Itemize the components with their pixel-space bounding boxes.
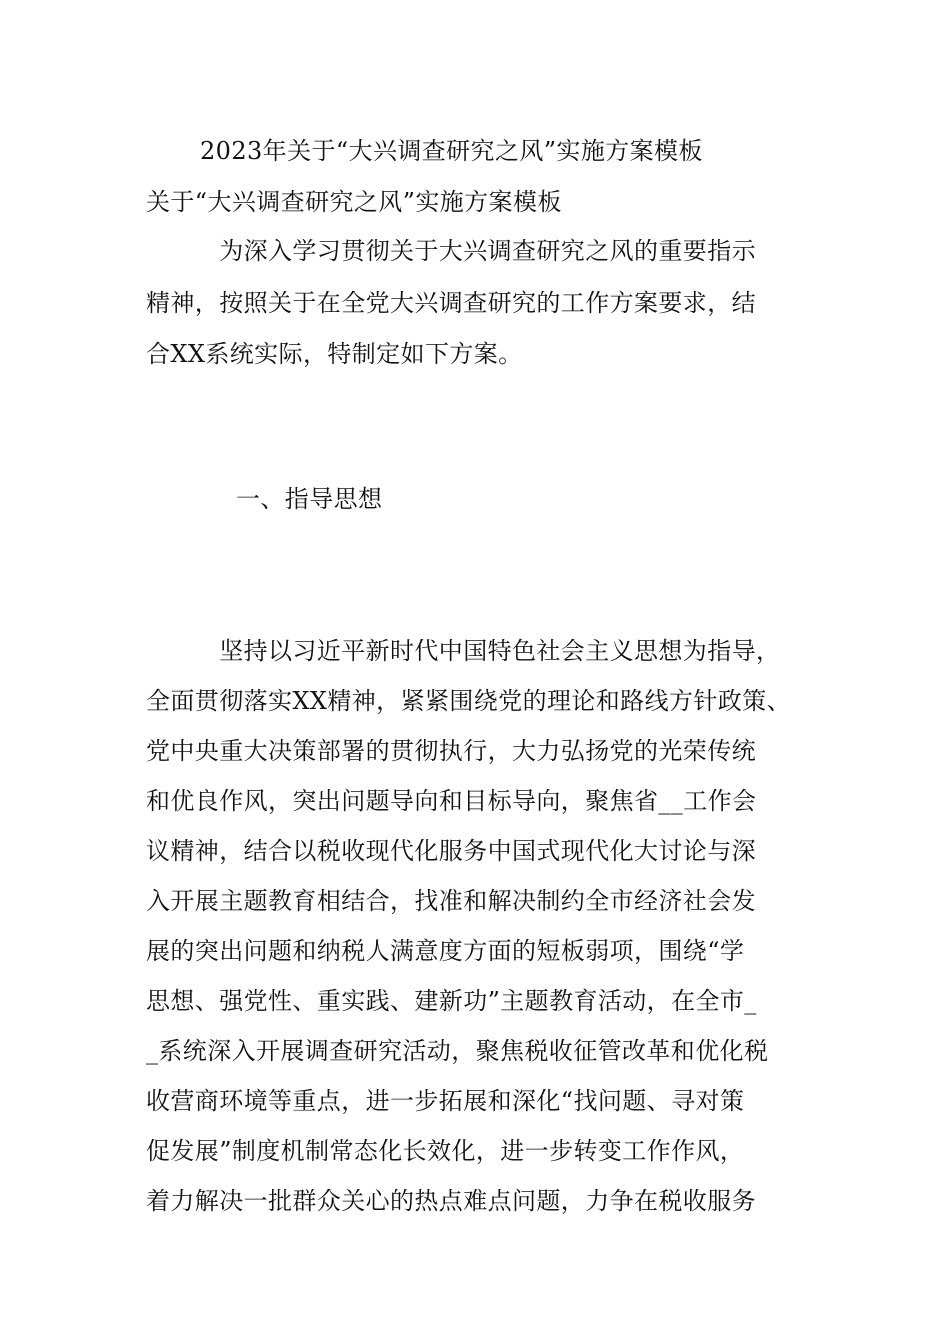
section-paragraph-line: 收营商环境等重点，进一步拓展和深化“找问题、寻对策: [146, 1087, 745, 1115]
document-title: 2023年关于“大兴调查研究之风”实施方案模板: [200, 137, 703, 165]
intro-paragraph-line: 合XX系统实际，特制定如下方案。: [146, 340, 523, 368]
section-paragraph-line: 促发展”制度机制常态化长效化，进一步转变工作作风，: [146, 1137, 745, 1165]
section-paragraph-line: 议精神，结合以税收现代化服务中国式现代化大讨论与深: [146, 837, 756, 865]
section-paragraph-line: 着力解决一批群众关心的热点难点问题，力争在税收服务: [146, 1187, 756, 1215]
section-heading-guiding-ideology: 一、指导思想: [236, 485, 383, 513]
document-subtitle: 关于“大兴调查研究之风”实施方案模板: [146, 188, 562, 216]
section-paragraph-line: _系统深入开展调查研究活动，聚焦税收征管改革和优化税: [146, 1037, 769, 1065]
section-paragraph-line: 坚持以习近平新时代中国特色社会主义思想为指导，: [146, 637, 781, 665]
section-paragraph-line: 展的突出问题和纳税人满意度方面的短板弱项，围绕“学: [146, 937, 745, 965]
intro-paragraph-line: 为深入学习贯彻关于大兴调查研究之风的重要指示: [146, 237, 756, 265]
section-paragraph-line: 党中央重大决策部署的贯彻执行，大力弘扬党的光荣传统: [146, 737, 756, 765]
intro-paragraph-line: 精神，按照关于在全党大兴调查研究的工作方案要求，结: [146, 289, 756, 317]
section-paragraph-line: 入开展主题教育相结合，找准和解决制约全市经济社会发: [146, 887, 756, 915]
section-paragraph-line: 思想、强党性、重实践、建新功”主题教育活动，在全市_: [146, 987, 757, 1015]
section-paragraph-line: 和优良作风，突出问题导向和目标导向，聚焦省__工作会: [146, 787, 757, 815]
section-paragraph-line: 全面贯彻落实XX精神，紧紧围绕党的理论和路线方针政策、: [146, 687, 791, 715]
